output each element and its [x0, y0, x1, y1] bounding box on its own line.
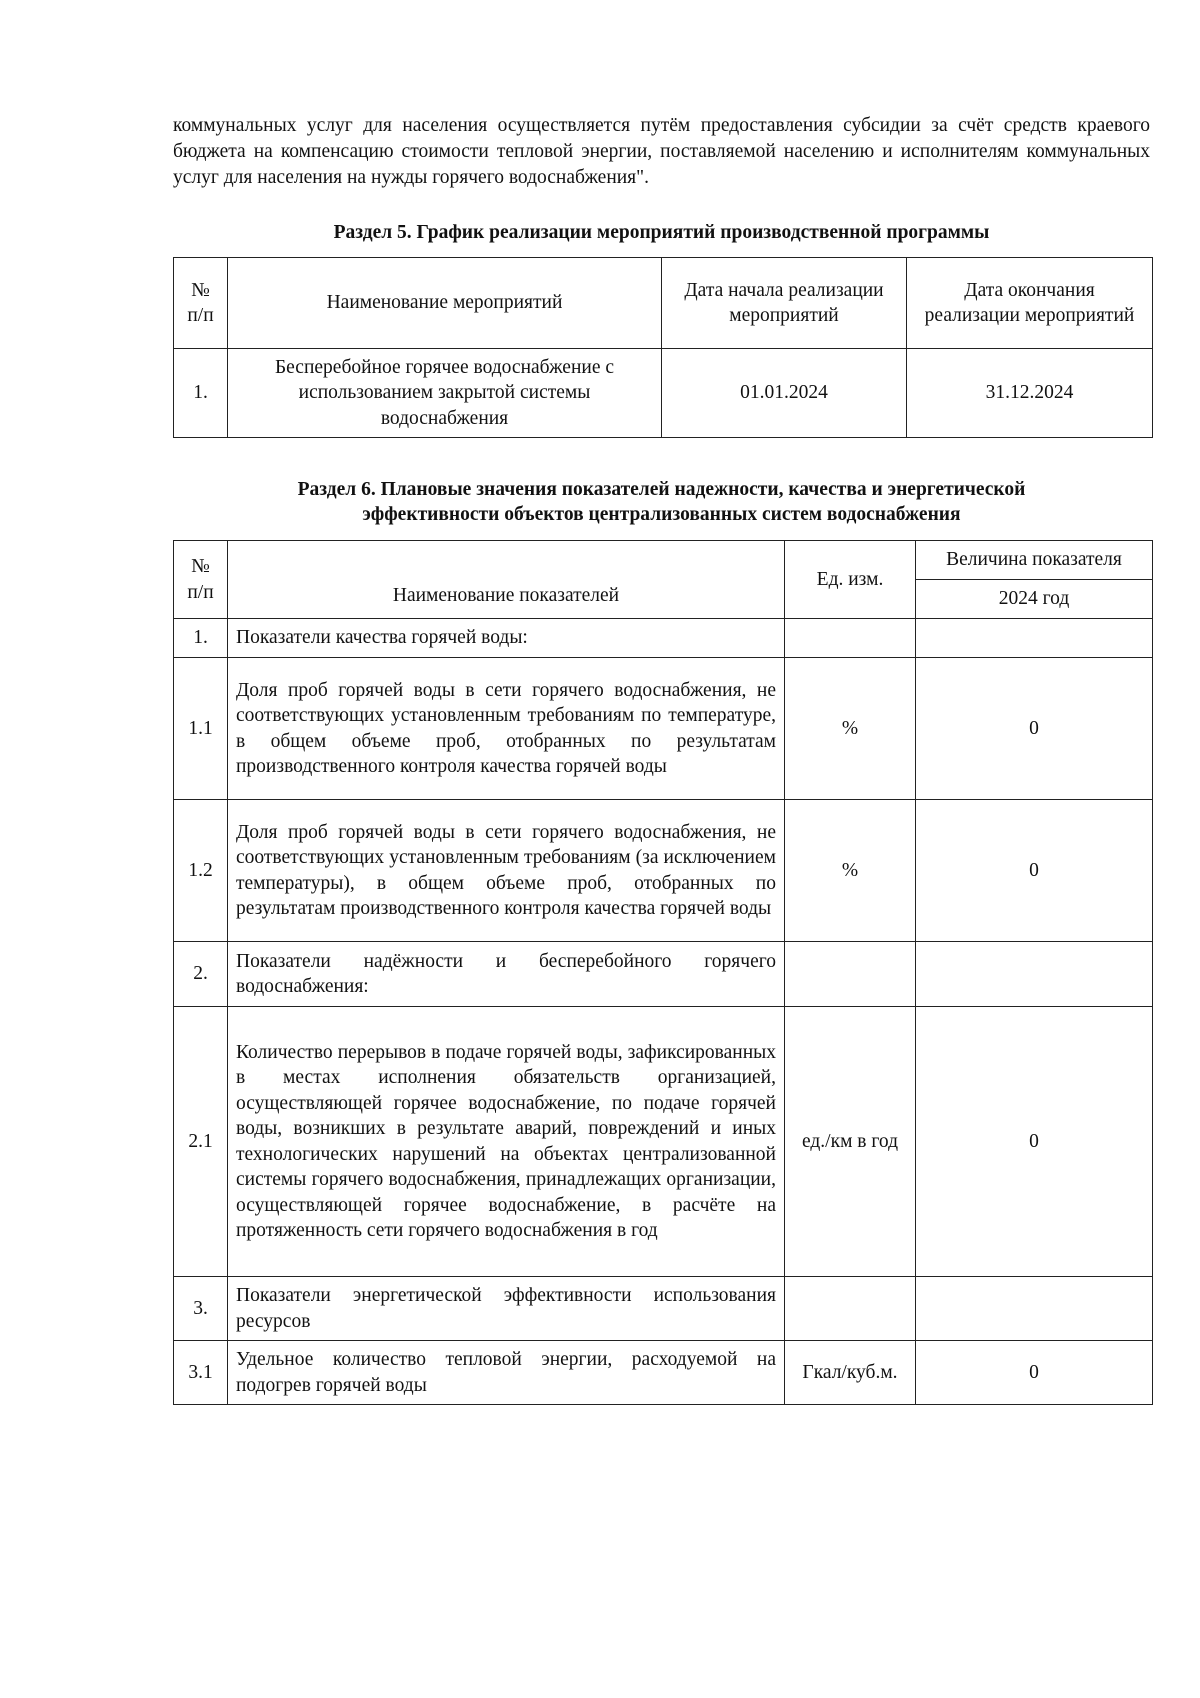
row-value: 0 — [916, 1007, 1153, 1277]
header-activity-name: Наименование мероприятий — [228, 258, 662, 349]
row-end-date: 31.12.2024 — [907, 349, 1153, 438]
table-row — [174, 1007, 1153, 1277]
section5-table — [173, 257, 1153, 438]
row-unit: % — [785, 800, 916, 942]
row-num: 3. — [174, 1277, 228, 1341]
row-unit — [785, 619, 916, 658]
row-num: 2. — [174, 942, 228, 1007]
section6-title — [173, 477, 1150, 527]
row-num: 1. — [174, 619, 228, 658]
row-indicator-name: Показатели надёжности и бесперебойного горячего водоснабжения: — [228, 942, 785, 1007]
header-value-group: Величина показателя — [916, 541, 1153, 580]
table-row — [174, 800, 1153, 942]
header-end-date: Дата окончания реализации мероприятий — [907, 258, 1153, 349]
section5-title: Раздел 5. График реализации мероприятий производственной программы — [333, 222, 990, 243]
row-value — [916, 1277, 1153, 1341]
row-value: 0 — [916, 1341, 1153, 1405]
row-num: 3.1 — [174, 1341, 228, 1405]
row-num: 2.1 — [174, 1007, 228, 1277]
row-value — [916, 942, 1153, 1007]
row-unit: % — [785, 658, 916, 800]
row-value: 0 — [916, 800, 1153, 942]
row-activity-name: Бесперебойное горячее водоснабжение с использованием закрытой системы водоснабжения — [228, 349, 662, 438]
section6-title-line1: Раздел 6. Плановые значения показателей надежности, качества и энергетической — [297, 479, 1026, 500]
row-unit: ед./км в год — [785, 1007, 916, 1277]
row-indicator-name: Показатели энергетической эффективности использования ресурсов — [228, 1277, 785, 1341]
row-unit — [785, 1277, 916, 1341]
table-row — [174, 619, 1153, 658]
intro-paragraph: коммунальных услуг для населения осуществляется путём предоставления субсидии за счёт средств краевого бюджета на компенсацию стоимости тепловой энергии, поставляемой населению и исполнителям коммунальных услуг для населения на нужды горячего водоснабжения". — [173, 115, 1150, 188]
table-row — [174, 1277, 1153, 1341]
header-start-date: Дата начала реализации мероприятий — [662, 258, 907, 349]
section6-title-line2: эффективности объектов централизованных систем водоснабжения — [362, 504, 961, 525]
row-indicator-name: Удельное количество тепловой энергии, расходуемой на подогрев горячей воды — [228, 1341, 785, 1405]
table-row — [174, 349, 1153, 438]
row-indicator-name: Показатели качества горячей воды: — [228, 619, 785, 658]
row-value — [916, 619, 1153, 658]
header-num: № п/п — [174, 541, 228, 619]
row-indicator-name: Доля проб горячей воды в сети горячего водоснабжения, не соответствующих установленным требованиям по температуре, в общем объеме проб, отобранных по результатам производственного контроля качества горячей воды — [228, 658, 785, 800]
table-row — [174, 658, 1153, 800]
section6-table — [173, 540, 1153, 1405]
row-num: 1.1 — [174, 658, 228, 800]
table-header-row — [174, 258, 1153, 349]
header-indicator-name: Наименование показателей — [228, 541, 785, 619]
header-year: 2024 год — [916, 580, 1153, 619]
row-indicator-name: Количество перерывов в подаче горячей воды, зафиксированных в местах исполнения обязательств организацией, осуществляющей горячее водоснабжение, по подаче горячей воды, возникших в результате аварий, повреждений и иных технологических нарушений на объектах централизованной системы горячего водоснабжения, принадлежащих организации, осуществляющей горячее водоснабжение, в расчёте на протяженность сети горячего водоснабжения в год — [228, 1007, 785, 1277]
row-num: 1.2 — [174, 800, 228, 942]
header-unit: Ед. изм. — [785, 541, 916, 619]
row-start-date: 01.01.2024 — [662, 349, 907, 438]
table-row — [174, 1341, 1153, 1405]
row-num: 1. — [174, 349, 228, 438]
row-unit — [785, 942, 916, 1007]
row-unit: Гкал/куб.м. — [785, 1341, 916, 1405]
table-row — [174, 942, 1153, 1007]
table-header-row — [174, 541, 1153, 580]
row-indicator-name: Доля проб горячей воды в сети горячего водоснабжения, не соответствующих установленным требованиям (за исключением температуры), в общем объеме проб, отобранных по результатам производственного контроля качества горячей воды — [228, 800, 785, 942]
row-value: 0 — [916, 658, 1153, 800]
header-num: № п/п — [174, 258, 228, 349]
